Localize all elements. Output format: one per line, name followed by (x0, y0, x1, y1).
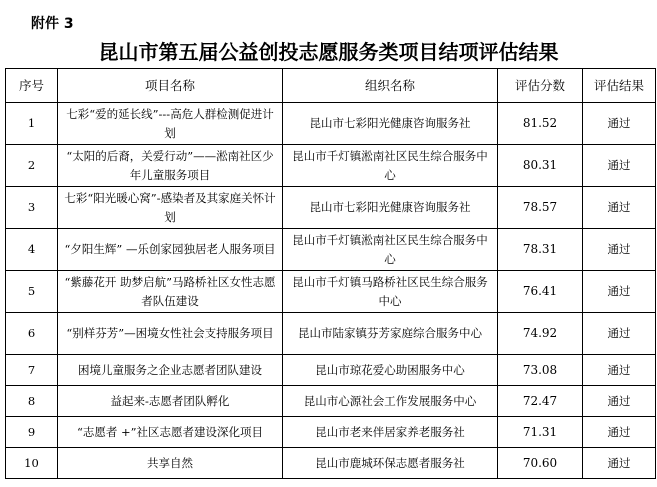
cell-result: 通过 (583, 187, 656, 229)
cell-result: 通过 (583, 386, 656, 417)
cell-result: 通过 (583, 229, 656, 271)
cell-no: 10 (6, 448, 58, 479)
cell-result: 通过 (583, 145, 656, 187)
cell-no: 7 (6, 355, 58, 386)
cell-org: 昆山市千灯镇淞南社区民生综合服务中心 (283, 145, 498, 187)
table-row (6, 386, 656, 417)
cell-project: 困境儿童服务之企业志愿者团队建设 (58, 355, 283, 386)
cell-org: 昆山市千灯镇马路桥社区民生综合服务中心 (283, 271, 498, 313)
cell-score: 73.08 (498, 355, 583, 386)
cell-result: 通过 (583, 417, 656, 448)
cell-no: 5 (6, 271, 58, 313)
cell-no: 2 (6, 145, 58, 187)
table-row (6, 313, 656, 355)
document-title: 昆山市第五届公益创投志愿服务类项目结项评估结果 (98, 40, 559, 64)
table-row (6, 271, 656, 313)
table-row (6, 103, 656, 145)
cell-score: 74.92 (498, 313, 583, 355)
cell-score: 78.57 (498, 187, 583, 229)
cell-org: 昆山市老来伴居家养老服务社 (283, 417, 498, 448)
cell-no: 8 (6, 386, 58, 417)
cell-score: 71.31 (498, 417, 583, 448)
header-score: 评估分数 (498, 69, 583, 103)
header-org: 组织名称 (283, 69, 498, 103)
cell-project: 益起来-志愿者团队孵化 (58, 386, 283, 417)
cell-org: 昆山市千灯镇淞南社区民生综合服务中心 (283, 229, 498, 271)
cell-project: “志愿者 +”社区志愿者建设深化项目 (58, 417, 283, 448)
cell-project: “别样芬芳”—困境女性社会支持服务项目 (58, 313, 283, 355)
cell-score: 76.41 (498, 271, 583, 313)
table-row (6, 417, 656, 448)
cell-project: 共享自然 (58, 448, 283, 479)
header-result: 评估结果 (583, 69, 656, 103)
cell-result: 通过 (583, 103, 656, 145)
results-table (5, 68, 656, 479)
cell-no: 3 (6, 187, 58, 229)
cell-org: 昆山市琼花爱心助困服务中心 (283, 355, 498, 386)
cell-result: 通过 (583, 355, 656, 386)
cell-org: 昆山市心源社会工作发展服务中心 (283, 386, 498, 417)
cell-no: 1 (6, 103, 58, 145)
cell-score: 70.60 (498, 448, 583, 479)
cell-score: 78.31 (498, 229, 583, 271)
cell-no: 4 (6, 229, 58, 271)
cell-org: 昆山市陆家镇芬芳家庭综合服务中心 (283, 313, 498, 355)
cell-no: 6 (6, 313, 58, 355)
table-row (6, 187, 656, 229)
cell-score: 80.31 (498, 145, 583, 187)
cell-project: 七彩“爱的延长线”---高危人群检测促进计划 (58, 103, 283, 145)
cell-no: 9 (6, 417, 58, 448)
table-header-row (6, 69, 656, 103)
cell-project: “夕阳生辉” —乐创家园独居老人服务项目 (58, 229, 283, 271)
cell-score: 81.52 (498, 103, 583, 145)
cell-org: 昆山市鹿城环保志愿者服务社 (283, 448, 498, 479)
cell-project: 七彩“阳光暖心窝”-感染者及其家庭关怀计划 (58, 187, 283, 229)
cell-result: 通过 (583, 448, 656, 479)
table-row (6, 448, 656, 479)
header-no: 序号 (6, 69, 58, 103)
cell-org: 昆山市七彩阳光健康咨询服务社 (283, 187, 498, 229)
cell-org: 昆山市七彩阳光健康咨询服务社 (283, 103, 498, 145)
cell-project: “太阳的后裔，关爱行动”——淞南社区少年儿童服务项目 (58, 145, 283, 187)
cell-result: 通过 (583, 271, 656, 313)
cell-project: “紫藤花开 助梦启航”马路桥社区女性志愿者队伍建设 (58, 271, 283, 313)
cell-score: 72.47 (498, 386, 583, 417)
table-row (6, 355, 656, 386)
header-project: 项目名称 (58, 69, 283, 103)
table-row (6, 145, 656, 187)
table-row (6, 229, 656, 271)
attachment-label: 附件 3 (31, 16, 74, 32)
cell-result: 通过 (583, 313, 656, 355)
